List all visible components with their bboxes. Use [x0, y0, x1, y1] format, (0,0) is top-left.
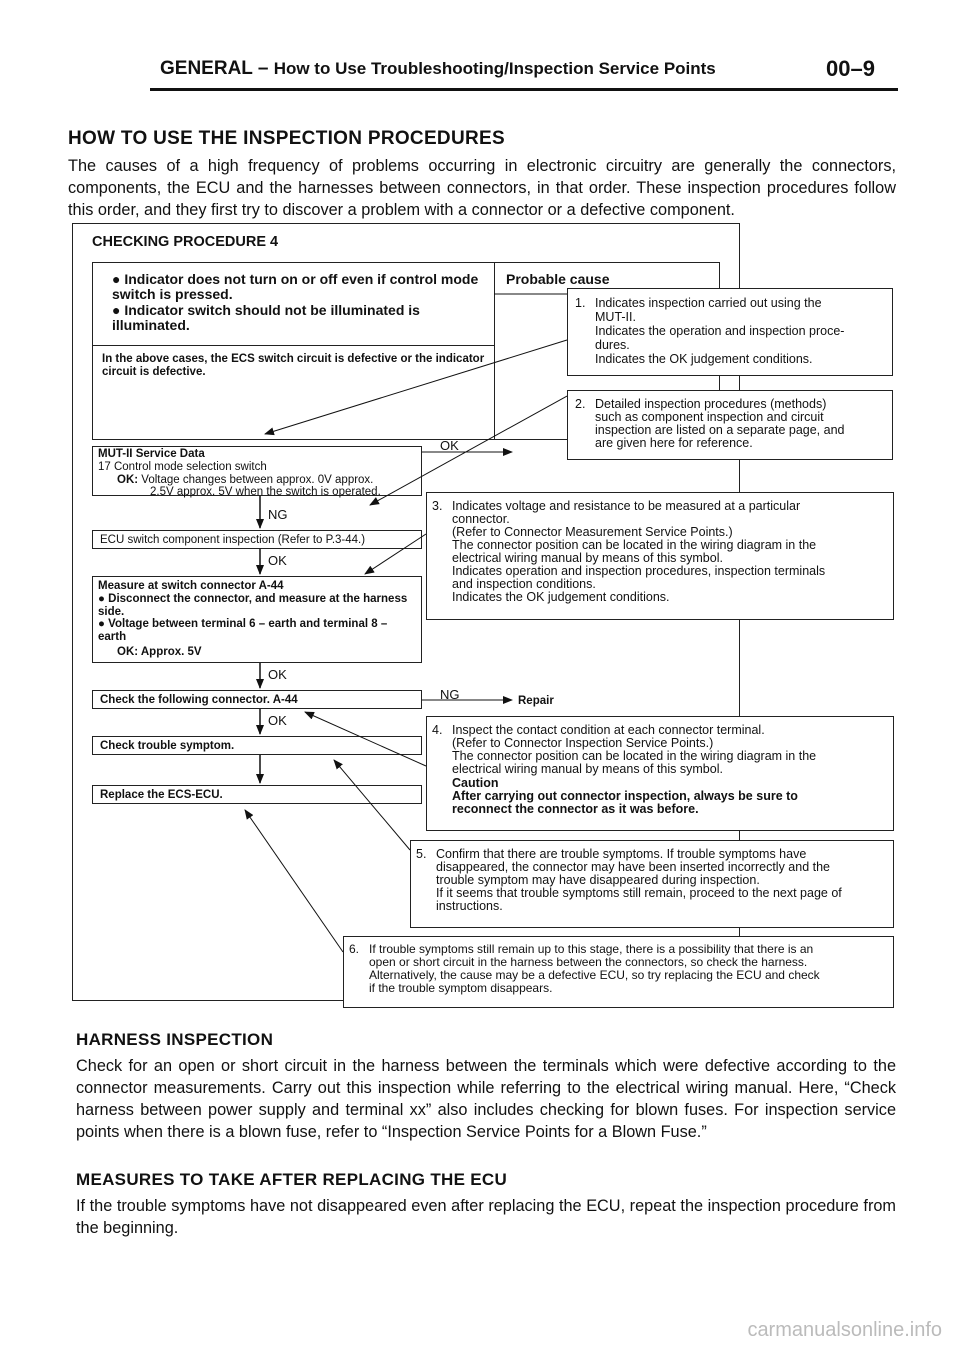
page-number: 00–9 [826, 56, 875, 81]
note-3-num: 3. [432, 499, 443, 513]
measure-bullet2: ● Voltage between terminal 6 – earth and terminal 8 – earth [98, 618, 388, 643]
note-2-l4: are given here for reference. [595, 436, 753, 450]
note-5-l1: Confirm that there are trouble symptoms. If trouble symptoms have [436, 847, 807, 861]
note-5-l4: If it seems that trouble symptoms still remain, proceed to the next page of [436, 886, 842, 900]
label-ng-repair: NG [440, 687, 460, 702]
note-3-l5: electrical wiring manual by means of this symbol. [452, 551, 723, 565]
note-3-line1 [432, 500, 800, 513]
header-title: How to Use Troubleshooting/Inspection Service Points [273, 59, 716, 78]
note-2-line1 [575, 398, 826, 411]
measure-bullet2-text: Voltage between terminal 6 – earth and terminal 8 – earth [98, 618, 388, 643]
note-2-num: 2. [575, 397, 586, 411]
measures-heading: MEASURES TO TAKE AFTER REPLACING THE ECU [76, 1170, 508, 1189]
note-3-l3: (Refer to Connector Measurement Service Points.) [452, 525, 733, 539]
note-4-l1: Inspect the contact condition at each connector terminal. [452, 723, 765, 737]
note-6-num: 6. [349, 942, 360, 956]
mut-title: MUT-II Service Data [98, 448, 205, 460]
leader-n6 [245, 810, 343, 952]
note-1-num: 1. [575, 296, 586, 310]
note-4-c1: After carrying out connector inspection, always be sure to [452, 789, 798, 803]
note-6-l4: if the trouble symptom disappears. [369, 981, 553, 995]
note-6-l2: open or short circuit in the harness between the connectors, so check the harness. [369, 955, 808, 969]
note-5-line1 [416, 848, 806, 861]
note-6-l1: If trouble symptoms still remain up to this stage, there is a possibility that there is an [369, 942, 814, 956]
mut-ok-text: Voltage changes between approx. 0V approx. [141, 474, 374, 486]
note-4-l3: The connector position can be located in the wiring diagram in the [452, 749, 817, 763]
note-2-l3: inspection are listed on a separate page, and [595, 423, 845, 437]
leader-n5 [334, 760, 410, 850]
measure-ok-text: Approx. 5V [140, 646, 202, 658]
label-ok-3: OK [268, 713, 287, 728]
note-6-line1 [349, 943, 813, 956]
measures-text: If the trouble symptoms have not disappeared even after replacing the ECU, repeat the inspection procedure from the beginning. [76, 1197, 896, 1237]
note-1-l3: Indicates the operation and inspection proce- [595, 324, 845, 338]
leader-n2 [370, 396, 567, 505]
intro-heading: HOW TO USE THE INSPECTION PROCEDURES [68, 128, 505, 149]
measure-ok-label: OK: [117, 646, 139, 658]
mut-ok-text2: 2.5V approx. 5V when the switch is operated. [150, 486, 381, 498]
ecu-switch-text: ECU switch component inspection (Refer to P.3-44.) [100, 534, 366, 546]
note-2-l1: Detailed inspection procedures (methods) [595, 397, 827, 411]
header-dash: – [257, 58, 269, 79]
header-section: GENERAL [160, 58, 253, 79]
check-connector-text: Check the following connector. A-44 [100, 694, 298, 706]
note-6-l3: Alternatively, the cause may be a defective ECU, so try replacing the ECU and check [369, 968, 820, 982]
intro-text: The causes of a high frequency of problems occurring in electronic circuitry are generally the connectors, components, the ECU and the harnesses between connectors, in that order. These inspection procedures follow this order, and they first try to discover a problem with a connector or a defective component. [68, 157, 896, 219]
mut-line1: 17 Control mode selection switch [98, 461, 267, 473]
label-ok-mut: OK [440, 438, 459, 453]
note-1-l5: Indicates the OK judgement conditions. [595, 352, 813, 366]
note-1-line1 [575, 297, 887, 310]
note-4-l4: electrical wiring manual by means of this symbol. [452, 762, 723, 776]
diagram-title: CHECKING PROCEDURE 4 [92, 234, 279, 250]
note-1-l1: Indicates inspection carried out using the [595, 296, 822, 310]
note-4-line1 [432, 724, 765, 737]
note-5-l2: disappeared, the connector may have been inserted incorrectly and the [436, 860, 830, 874]
label-ok-1: OK [268, 553, 287, 568]
leader-n1b [265, 340, 567, 434]
mut-ok-label: OK: [117, 474, 139, 486]
note-4-caution: Caution [452, 776, 499, 790]
replace-ecu-text: Replace the ECS-ECU. [100, 789, 223, 801]
symptom-2-text: Indicator switch should not be illuminated is illuminated. [112, 302, 420, 333]
note-1-l4: dures. [595, 338, 630, 352]
note-4-c2: reconnect the connector as it was before. [452, 802, 699, 816]
label-ok-2: OK [268, 667, 287, 682]
watermark: carmanualsonline.info [747, 1319, 942, 1341]
note-5-l5: instructions. [436, 899, 503, 913]
note-3-l7: and inspection conditions. [452, 577, 596, 591]
measure-bullet1-text: Disconnect the connector, and measure at the harness side. [98, 593, 408, 618]
symptom-2: ● Indicator switch should not be illuminated is illuminated. [112, 302, 420, 333]
note-5-l3: trouble symptom may have disappeared during inspection. [436, 873, 760, 887]
cause-note: In the above cases, the ECS switch circuit is defective or the indicator circuit is defective. [102, 353, 485, 378]
check-symptom-text: Check trouble symptom. [100, 740, 235, 752]
symptom-1: ● Indicator does not turn on or off even if control mode switch is pressed. [112, 271, 479, 302]
label-ng-1: NG [268, 507, 288, 522]
symptom-1-text: Indicator does not turn on or off even if control mode switch is pressed. [112, 271, 479, 302]
probable-cause-label: Probable cause [506, 271, 610, 287]
measure-bullet1: ● Disconnect the connector, and measure at the harness side. [98, 593, 408, 618]
note-3-l6: Indicates operation and inspection procedures, inspection terminals [452, 564, 826, 578]
repair-label: Repair [518, 695, 554, 707]
note-1-l2: MUT-II. [595, 310, 636, 324]
note-2-l2: such as component inspection and circuit [595, 410, 824, 424]
note-3-l1: Indicates voltage and resistance to be measured at a particular [452, 499, 801, 513]
note-4-num: 4. [432, 723, 443, 737]
harness-text: Check for an open or short circuit in the harness between the terminals which were defective according to the connector measurements. Carry out this inspection while referring to the electrical wiring manual. Here, “Check harness between power supply and terminal xx” also includes checking for blown fuses. For inspection service points when there is a blown fuse, refer to “Inspection Service Points for a Blown Fuse.” [76, 1057, 896, 1141]
note-4-l2: (Refer to Connector Inspection Service Points.) [452, 736, 714, 750]
measure-title: Measure at switch connector A-44 [98, 580, 284, 592]
leader-n3 [365, 534, 426, 574]
note-3-l8: Indicates the OK judgement conditions. [452, 590, 670, 604]
note-3-l4: The connector position can be located in the wiring diagram in the [452, 538, 817, 552]
leader-n4 [305, 712, 426, 766]
note-3-l2: connector. [452, 512, 510, 526]
note-5-num: 5. [416, 847, 427, 861]
harness-heading: HARNESS INSPECTION [76, 1030, 274, 1049]
